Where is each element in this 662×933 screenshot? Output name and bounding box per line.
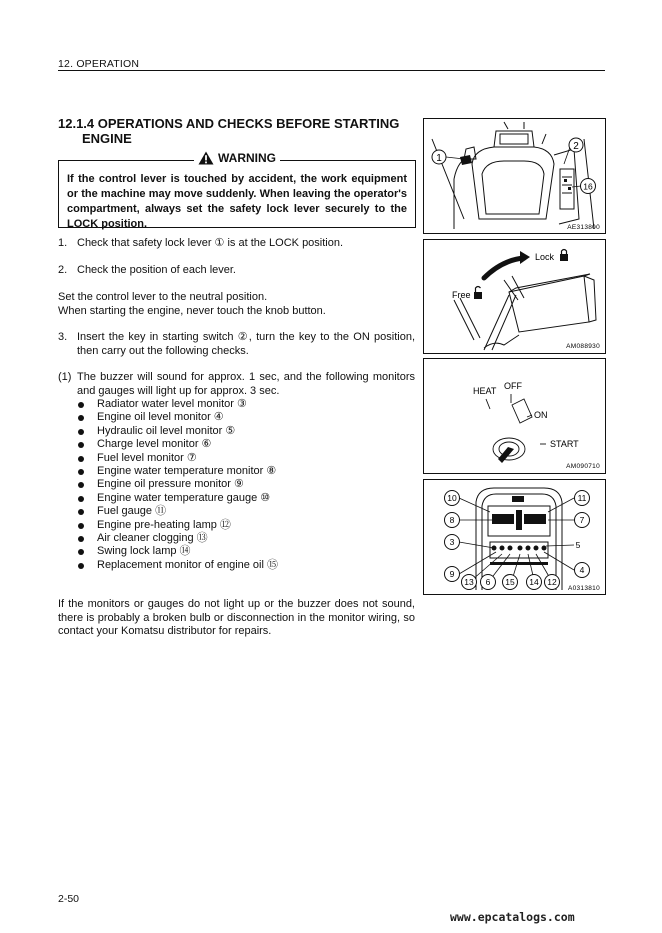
step-1: [58, 237, 415, 251]
warning-label: [194, 151, 280, 165]
lever-note-line2: When starting the engine, never touch the knob button.: [58, 304, 326, 317]
callout-6: 6: [485, 577, 491, 587]
callout-13: 13: [464, 577, 474, 587]
step-3: [58, 331, 415, 358]
warning-label-text: WARNING: [218, 151, 276, 165]
lever-note-line1: Set the control lever to the neutral position.: [58, 291, 268, 303]
list-item: Replacement monitor of engine oil ⑮: [78, 559, 408, 572]
header-rule: [58, 70, 605, 71]
heat-label: HEAT: [473, 386, 497, 396]
callout-4: 4: [579, 565, 585, 575]
list-item: Engine water temperature gauge ⑩: [78, 492, 408, 505]
figure-lock-lever: [423, 239, 606, 354]
page-number: 2-50: [58, 893, 80, 905]
callout-12: 12: [547, 577, 557, 587]
lock-closed-icon: [560, 250, 568, 262]
callout-2: 2: [573, 141, 579, 152]
rotation-arrow: [484, 258, 524, 278]
callout-11: 11: [577, 493, 587, 503]
figure-code: AM088930: [566, 343, 600, 350]
check-1: [58, 371, 415, 398]
callout-9: 9: [449, 569, 455, 579]
off-label: OFF: [504, 381, 522, 391]
figure-monitor-panel: [423, 479, 606, 595]
lock-lever-illustration: [424, 240, 605, 353]
figure-operator-seat: [423, 118, 606, 234]
callout-3: 3: [449, 537, 455, 547]
check-1-number: (1): [58, 371, 72, 383]
step-3-number: 3.: [58, 331, 68, 343]
list-item: Engine pre-heating lamp ⑫: [78, 519, 408, 532]
step-3-text: Insert the key in starting switch ②, turn the key to the ON position, then carry out the following checks.: [77, 331, 415, 357]
list-item: Hydraulic oil level monitor ⑤: [78, 425, 408, 438]
step-2-text: Check the position of each lever.: [77, 264, 236, 276]
list-item: Fuel gauge ⑪: [78, 505, 408, 518]
callout-5: 5: [575, 540, 581, 550]
section-title: [58, 116, 408, 146]
step-1-text: Check that safety lock lever ① is at the LOCK position.: [77, 237, 344, 249]
list-item: Air cleaner clogging ⑬: [78, 532, 408, 545]
step-2-number: 2.: [58, 264, 68, 276]
callout-10: 10: [447, 493, 457, 503]
list-item: Radiator water level monitor ③: [78, 398, 408, 411]
on-label: ON: [534, 410, 548, 420]
chapter-header: 12. OPERATION: [58, 58, 140, 70]
website-link[interactable]: www.epcatalogs.com: [450, 910, 575, 924]
final-paragraph: If the monitors or gauges do not light up or the buzzer does not sound, there is probably a broken bulb or disconnection in the monitor wiring, so contact your Komatsu distributor for repairs.: [58, 598, 415, 637]
start-label: START: [550, 439, 579, 449]
callout-14: 14: [529, 577, 539, 587]
callout-16: 16: [583, 181, 593, 192]
callout-7: 7: [579, 515, 585, 525]
list-item: Engine oil level monitor ④: [78, 411, 408, 424]
section-title-line2: ENGINE: [82, 131, 132, 146]
callout-15: 15: [505, 577, 515, 587]
list-item: Engine oil pressure monitor ⑨: [78, 478, 408, 491]
starting-switch-illustration: [424, 359, 605, 473]
list-item: Charge level monitor ⑥: [78, 438, 408, 451]
list-item: Engine water temperature monitor ⑧: [78, 465, 408, 478]
warning-triangle-icon: [198, 151, 214, 165]
callout-1: 1: [436, 153, 442, 164]
lock-open-icon: [474, 287, 482, 300]
monitor-list: [78, 398, 408, 572]
section-title-line1: 12.1.4 OPERATIONS AND CHECKS BEFORE STARTING: [58, 116, 400, 131]
check-1-text: The buzzer will sound for approx. 1 sec, and the following monitors and gauges will light up for approx. 3 sec.: [77, 371, 415, 397]
figure-code: AM090710: [566, 463, 600, 470]
warning-text: If the control lever is touched by accident, the work equipment or the machine may move suddenly. When leaving the operator's compartment, always set the safety lock lever securely to the LOCK position.: [67, 173, 407, 230]
lock-label: Lock: [535, 252, 555, 262]
list-item: Fuel level monitor ⑦: [78, 452, 408, 465]
callout-8: 8: [449, 515, 455, 525]
monitor-panel-illustration: [424, 480, 605, 594]
lever-note: [58, 291, 418, 318]
figure-starting-switch: [423, 358, 606, 474]
figure-code: AE313800: [567, 224, 600, 231]
free-label: Free: [452, 290, 471, 300]
figure-code: A0313810: [567, 585, 600, 592]
operator-seat-illustration: [424, 119, 605, 233]
step-2: [58, 264, 415, 278]
list-item: Swing lock lamp ⑭: [78, 545, 408, 558]
step-1-number: 1.: [58, 237, 68, 249]
